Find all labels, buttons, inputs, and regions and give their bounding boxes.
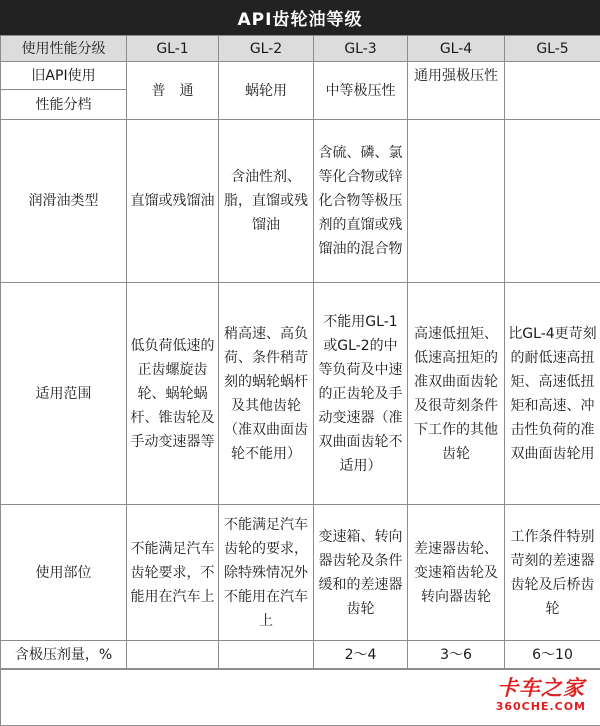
ep-content-gl3: 2～4 <box>314 641 408 669</box>
footer-divider <box>0 670 1 725</box>
table-title: API齿轮油等级 <box>0 0 600 35</box>
lubricant-type-label: 润滑油类型 <box>1 120 127 283</box>
old-api-gl1: 普 通 <box>127 62 219 120</box>
lubricant-type-gl5 <box>505 120 600 283</box>
old-api-gl5 <box>505 62 600 120</box>
application-scope-gl1: 低负荷低速的正齿螺旋齿轮、蜗轮蜗杆、锥齿轮及手动变速器等 <box>127 283 219 505</box>
lubricant-type-row <box>1 120 600 283</box>
ep-content-row <box>1 641 600 669</box>
grade-gl5: GL-5 <box>505 36 600 62</box>
header-label: 使用性能分级 <box>1 36 127 62</box>
grade-gl1: GL-1 <box>127 36 219 62</box>
ep-content-gl4: 3～6 <box>408 641 505 669</box>
usage-location-row <box>1 505 600 641</box>
old-api-label-line1: 旧API使用 <box>1 62 127 90</box>
header-row <box>1 36 600 62</box>
usage-location-gl5: 工作条件特别苛刻的差速器齿轮及后桥齿轮 <box>505 505 600 641</box>
application-scope-gl5: 比GL-4更苛刻的耐低速高扭矩、高速低扭矩和高速、冲击性负荷的准双曲面齿轮用 <box>505 283 600 505</box>
old-api-gl4: 通用强极压性 <box>408 62 505 120</box>
ep-content-gl5: 6～10 <box>505 641 600 669</box>
ep-content-label: 含极压剂量，% <box>1 641 127 669</box>
lubricant-type-gl4 <box>408 120 505 283</box>
application-scope-gl3: 不能用GL-1或GL-2的中等负荷及中速的正齿轮及手动变速器（准双曲面齿轮不适用） <box>314 283 408 505</box>
lubricant-type-gl1: 直馏或残馏油 <box>127 120 219 283</box>
ep-content-gl1 <box>127 641 219 669</box>
old-api-gl3: 中等极压性 <box>314 62 408 120</box>
gear-oil-grade-table <box>0 35 600 669</box>
lubricant-type-gl3: 含硫、磷、氯等化合物或锌化合物等极压剂的直馏或残馏油的混合物 <box>314 120 408 283</box>
old-api-label-line2: 性能分档 <box>1 90 127 120</box>
watermark-sub: 360CHE.COM <box>495 700 586 713</box>
ep-content-gl2 <box>219 641 314 669</box>
old-api-row-1 <box>1 62 600 90</box>
grade-gl3: GL-3 <box>314 36 408 62</box>
usage-location-gl2: 不能满足汽车齿轮的要求，除特殊情况外不能用在汽车上 <box>219 505 314 641</box>
application-scope-gl2: 稍高速、高负荷、条件稍苛刻的蜗轮蜗杆及其他齿轮（准双曲面齿轮不能用） <box>219 283 314 505</box>
application-scope-label: 适用范围 <box>1 283 127 505</box>
watermark-logo <box>496 676 586 714</box>
usage-location-gl4: 差速器齿轮、变速箱齿轮及转向器齿轮 <box>408 505 505 641</box>
application-scope-row <box>1 283 600 505</box>
usage-location-gl1: 不能满足汽车齿轮要求，不能用在汽车上 <box>127 505 219 641</box>
application-scope-gl4: 高速低扭矩、低速高扭矩的准双曲面齿轮及很苛刻条件下工作的其他齿轮 <box>408 283 505 505</box>
grade-gl2: GL-2 <box>219 36 314 62</box>
old-api-gl2: 蜗轮用 <box>219 62 314 120</box>
lubricant-type-gl2: 含油性剂、脂，直馏或残馏油 <box>219 120 314 283</box>
watermark-main: 卡车之家 <box>496 676 585 700</box>
grade-gl4: GL-4 <box>408 36 505 62</box>
usage-location-label: 使用部位 <box>1 505 127 641</box>
usage-location-gl3: 变速箱、转向器齿轮及条件缓和的差速器齿轮 <box>314 505 408 641</box>
